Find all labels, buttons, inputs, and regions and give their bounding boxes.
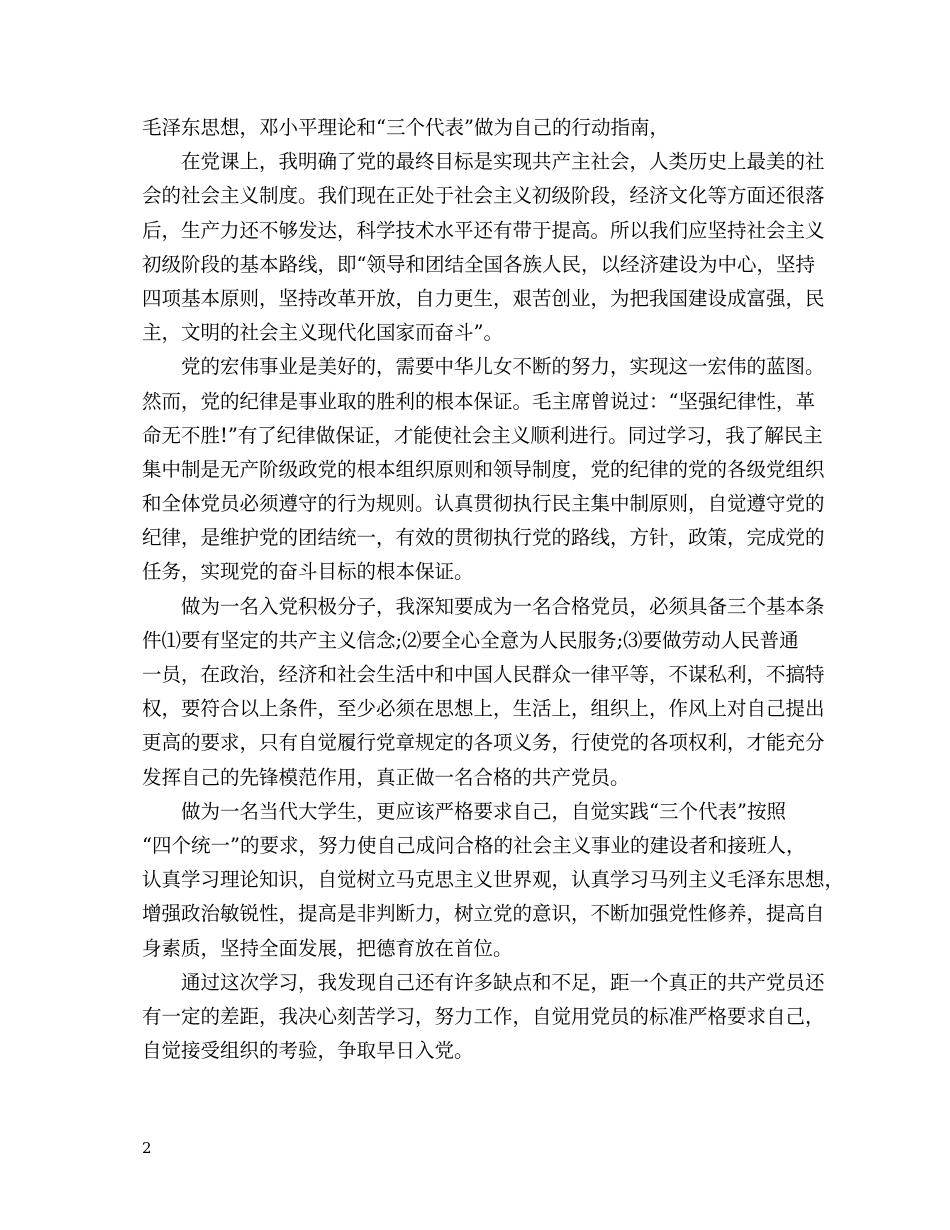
text-line: 权，要符合以上条件，至少必须在思想上，生活上，组织上，作风上对自己提出: [142, 697, 825, 721]
text-line: 四项基本原则，坚持改革开放，自力更生，艰苦创业，为把我国建设成富强，民: [142, 286, 825, 310]
paragraph-first-line: 做为一名当代大学生，更应该严格要求自己，自觉实践“三个代表”按照: [181, 799, 786, 823]
text-line: 然而，党的纪律是事业取的胜利的根本保证。毛主席曾说过：“坚强纪律性，革: [142, 389, 815, 413]
text-line: 件⑴要有坚定的共产主义信念;⑵要全心全意为人民服务;⑶要做劳动人民普通: [142, 628, 799, 652]
text-line: 有一定的差距，我决心刻苦学习，努力工作，自觉用党员的标准严格要求自己，: [142, 1004, 825, 1028]
text-line: 命无不胜!”有了纪律做保证，才能使社会主义顺利进行。同过学习，我了解民主: [142, 423, 823, 447]
text-line: 会的社会主义制度。我们现在正处于社会主义初级阶段，经济文化等方面还很落: [142, 184, 825, 208]
paragraph-first-line: 党的宏伟事业是美好的，需要中华儿女不断的努力，实现这一宏伟的蓝图。: [181, 355, 825, 379]
text-line: 集中制是无产阶级政党的根本组织原则和领导制度，党的纪律的党的各级党组织: [142, 457, 825, 481]
text-line: 自觉接受组织的考验，争取早日入党。: [142, 1039, 474, 1063]
text-line: 纪律，是维护党的团结统一，有效的贯彻执行党的路线，方针，政策，完成党的: [142, 526, 825, 550]
text-line: “四个统一”的要求，努力使自己成问合格的社会主义事业的建设者和接班人，: [142, 833, 806, 857]
text-line: 认真学习理论知识，自觉树立马克思主义世界观，认真学习马列主义毛泽东思想，: [142, 868, 845, 892]
text-line: 更高的要求，只有自觉履行党章规定的各项义务，行使党的各项权利，才能充分: [142, 731, 825, 755]
text-line: 发挥自己的先锋模范作用，真正做一名合格的共产党员。: [142, 765, 630, 789]
text-line: 身素质，坚持全面发展，把德育放在首位。: [142, 936, 513, 960]
text-line: 主，文明的社会主义现代化国家而奋斗”。: [142, 321, 503, 345]
text-line: 任务，实现党的奋斗目标的根本保证。: [142, 560, 474, 584]
text-line: 和全体党员必须遵守的行为规则。认真贯彻执行民主集中制原则，自觉遵守党的: [142, 492, 825, 516]
text-line: 后，生产力还不够发达，科学技术水平还有带于提高。所以我们应坚持社会主义: [142, 218, 825, 242]
text-line: 初级阶段的基本路线，即“领导和团结全国各族人民，以经济建设为中心，坚持: [142, 252, 815, 276]
text-line: 毛泽东思想，邓小平理论和“三个代表”做为自己的行动指南，: [142, 116, 669, 139]
paragraph-first-line: 通过这次学习，我发现自己还有许多缺点和不足，距一个真正的共产党员还: [181, 970, 825, 994]
page-number: 2: [142, 1139, 152, 1157]
paragraph-first-line: 做为一名入党积极分子，我深知要成为一名合格党员，必须具备三个基本条: [181, 594, 825, 618]
paragraph-first-line: 在党课上，我明确了党的最终目标是实现共产主社会，人类历史上最美的社: [181, 150, 825, 174]
text-line: 一员，在政治，经济和社会生活中和中国人民群众一律平等，不谋私利，不搞特: [142, 663, 825, 686]
text-line: 增强政治敏锐性，提高是非判断力，树立党的意识，不断加强党性修养，提高自: [142, 902, 825, 926]
document-body: [142, 111, 845, 1068]
